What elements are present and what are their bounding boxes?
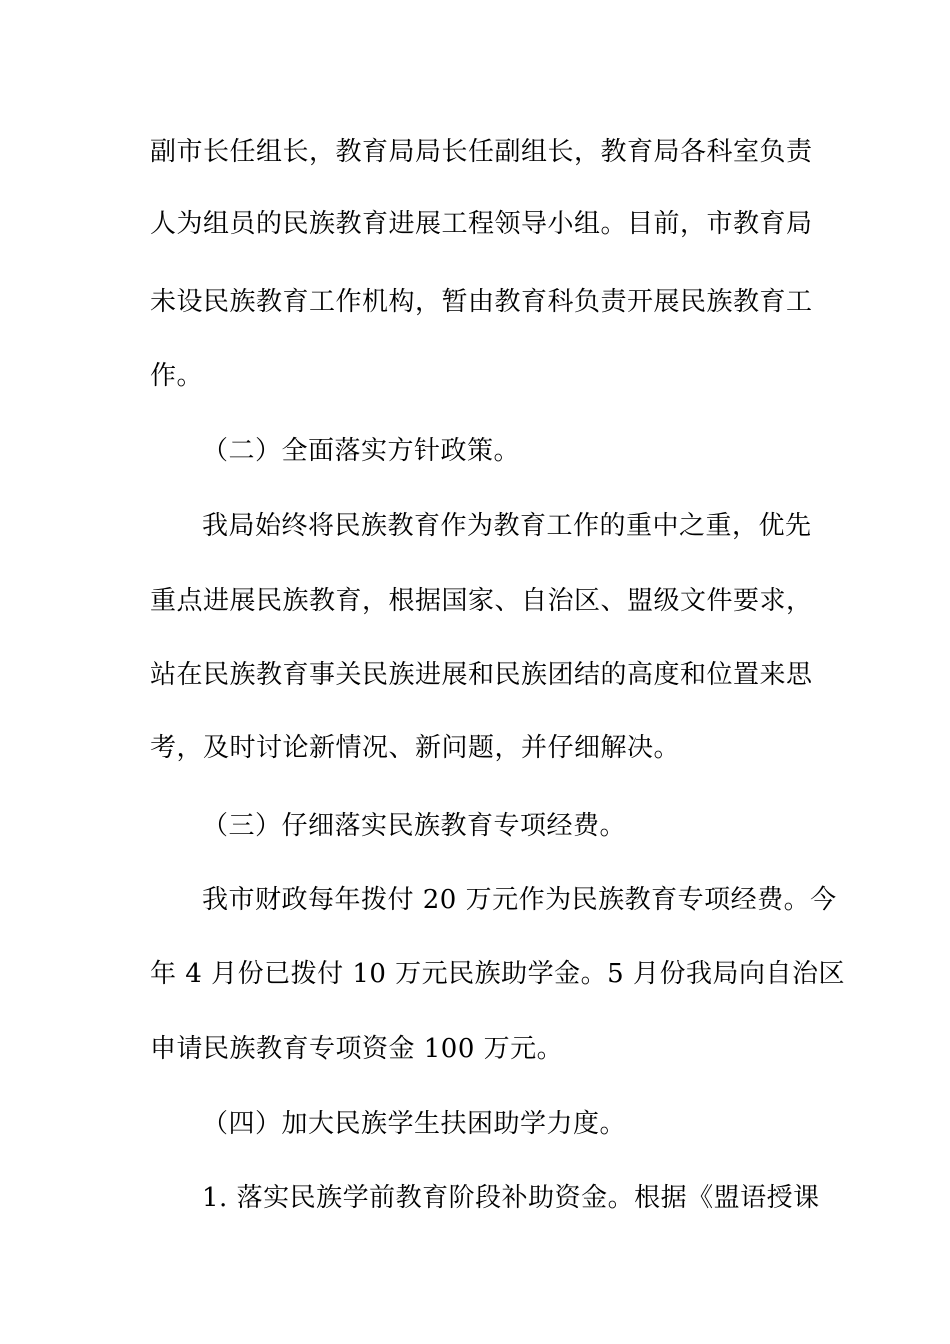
paragraph-line-2: 人为组员的民族教育进展工程领导小组。目前，市教育局	[150, 209, 813, 239]
paragraph-line-4: 作。	[150, 361, 204, 391]
paragraph-line-8: 考，及时讨论新情况、新问题，并仔细解决。	[150, 733, 681, 763]
paragraph-line-7: 站在民族教育事关民族进展和民族团结的高度和位置来思	[150, 660, 813, 690]
paragraph-line-11: 申请民族教育专项资金 100 万元。	[150, 1034, 564, 1064]
paragraph-line-6: 重点进展民族教育，根据国家、自治区、盟级文件要求，	[150, 586, 813, 616]
section-heading-4: （四）加大民族学生扶困助学力度。	[202, 1109, 627, 1139]
paragraph-line-1: 副市长任组长，教育局局长任副组长，教育局各科室负责	[150, 137, 813, 167]
paragraph-line-5: 我局始终将民族教育作为教育工作的重中之重，优先	[202, 511, 812, 541]
section-heading-2: （二）全面落实方针政策。	[202, 436, 521, 466]
list-item-1: 1. 落实民族学前教育阶段补助资金。根据《盟语授课	[202, 1183, 820, 1213]
paragraph-line-3: 未设民族教育工作机构，暂由教育科负责开展民族教育工	[150, 287, 813, 317]
paragraph-line-10: 年 4 月份已拨付 10 万元民族助学金。5 月份我局向自治区	[150, 959, 845, 989]
paragraph-line-9: 我市财政每年拨付 20 万元作为民族教育专项经费。今	[202, 885, 837, 915]
section-heading-3: （三）仔细落实民族教育专项经费。	[202, 811, 627, 841]
